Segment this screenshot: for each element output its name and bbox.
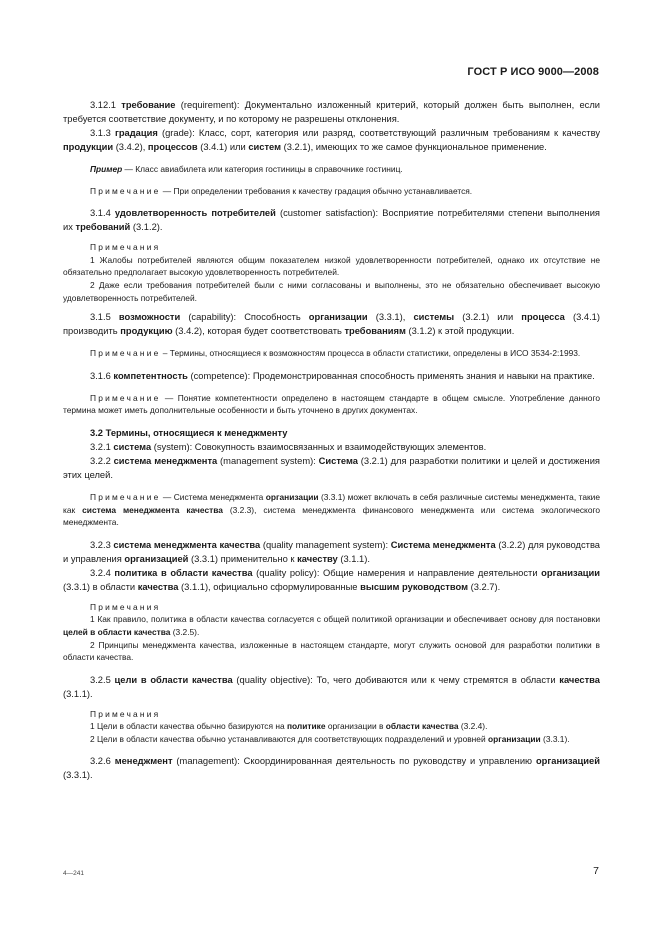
text-run: (3.3.1). (540, 733, 570, 744)
text-run: 2 Даже если требования потребителей были с ними согласованы и выполнены, это не обязательно обеспечивает высокую удовлетворенность потребителей. (63, 279, 600, 303)
term-bold: возможности (118, 312, 181, 323)
note-item (63, 639, 600, 664)
note-item (63, 720, 600, 733)
text-run: (system): Совокупность взаимосвязанных и взаимодействующих элементов. (151, 441, 487, 452)
term-bold: требованиям (344, 326, 406, 337)
note-label: Примечание (90, 392, 161, 403)
term-bold: качества (137, 581, 179, 592)
term-bold: процесса (521, 312, 565, 323)
term-bold: качества (559, 674, 600, 685)
term-bold: области качества (385, 721, 459, 732)
text-run: 3.2.3 (90, 539, 114, 550)
text-run: 3.2.6 (90, 756, 115, 767)
term-bold: система менеджмента качества (82, 504, 223, 515)
text-run: 3.1.5 (90, 312, 119, 323)
paragraph-3-1-3 (63, 126, 600, 154)
text-run: 2 Цели в области качества обычно устанавливаются для соответствующих подразделений и уровней (90, 733, 488, 744)
text-run: (3.4.2), (113, 142, 148, 152)
text-run: (customer satisfaction): Восприятие потребителями степени выполнения их (63, 208, 600, 233)
text-run: (management): Скоординированная деятельность по руководству и управлению (172, 756, 536, 767)
note-item (63, 279, 600, 304)
text-run: (3.2.5). (170, 626, 200, 637)
text-run: (3.2.7). (468, 581, 501, 592)
term-bold: требований (75, 222, 131, 233)
text-run: — Класс авиабилета или категория гостиницы в справочнике гостиниц. (122, 164, 403, 174)
text-run: 2 Принципы менеджмента качества, изложенные в настоящем стандарте, могут служить основой для разработки политики в области качества. (63, 639, 600, 663)
term-bold: политике (286, 721, 326, 732)
text-run: (3.2.3), система менеджмента финансового менеджмента или система экологического менеджмента. (63, 504, 601, 528)
note-label: Примечание (90, 491, 161, 502)
text-run: (3.4.2), которая будет соответствовать (172, 326, 345, 337)
term-bold: качеству (297, 553, 338, 564)
term-bold: высшим руководством (360, 581, 468, 592)
paragraph-3-12-1 (63, 98, 600, 126)
paragraph-3-1-4 (63, 206, 600, 234)
text-run: (3.2.1) для разработки политики и целей и достижения этих целей. (63, 455, 600, 480)
text-run: 1 Цели в области качества обычно базируются на (90, 721, 287, 732)
document-body (63, 98, 600, 782)
text-run: (3.1.2). (130, 222, 163, 233)
paragraph-3-1-6 (63, 369, 600, 383)
example-note (63, 163, 600, 176)
text-run: — Понятие компетентности определено в настоящем стандарте в общем смысле. Употребление данного термина может иметь дополнительные особенности и быть уточнено в других документах. (63, 392, 600, 416)
text-run: (3.4.1) или (197, 142, 249, 152)
text-run: (management system): (217, 455, 319, 466)
text-run: — Система менеджмента (160, 491, 266, 502)
text-run: (competence): Продемонстрированная способность применять знания и навыки на практике. (187, 370, 595, 381)
paragraph-3-2-6 (63, 754, 600, 782)
note-grade (63, 185, 600, 198)
term-bold: политика в области качества (114, 567, 253, 578)
text-run: (quality objective): То, чего добиваются или к чему стремятся в области (232, 674, 560, 685)
text-run: (3.3.1) в области (63, 581, 138, 592)
term-bold: систем (248, 142, 282, 152)
text-run: (3.1.1), официально сформулированные (178, 581, 361, 592)
text-run: (3.2.1) или (454, 312, 522, 323)
note-label: Примечание (90, 185, 161, 196)
paragraph-3-2-1 (63, 440, 600, 454)
text-run: 3.1.3 (90, 128, 115, 138)
note-item (63, 613, 600, 638)
paragraph-3-1-5 (63, 310, 600, 338)
text-run: Примечания (90, 708, 161, 719)
document-header: ГОСТ Р ИСО 9000—2008 (467, 66, 599, 78)
text-run: (3.1.1). (337, 553, 370, 564)
term-bold: система менеджмента (113, 455, 218, 466)
text-run: (3.2.2) для руководства и управления (63, 539, 601, 564)
term-bold: продукции (63, 142, 114, 152)
text-run: 1 Жалобы потребителей являются общим показателем низкой удовлетворенности потребителей, однако их отсутствие не обязательно предполагает высокую удовлетворенность потребителей. (63, 254, 600, 278)
term-bold: организации (265, 491, 319, 502)
text-run: — При определении требования к качеству градация обычно устанавливается. (160, 185, 473, 196)
section-heading-3-2 (63, 426, 600, 440)
text-run: (3.3.1) может включать в себя различные системы менеджмента, такие как (63, 491, 600, 515)
notes-heading (63, 708, 600, 721)
term-bold: организации (541, 567, 600, 578)
text-run: (3.4.1) производить (63, 312, 600, 337)
term-bold: цели в области качества (114, 674, 233, 685)
note-competence (63, 392, 600, 417)
note-capability (63, 347, 600, 360)
text-run: Примечания (90, 242, 161, 253)
term-bold: система менеджмента качества (113, 539, 261, 550)
text-run: (capability): Способность (180, 312, 309, 323)
term-bold: Система (318, 455, 358, 466)
text-run: (3.2.4). (458, 721, 488, 732)
text-run: Примечания (90, 601, 161, 612)
text-run: (grade): Класс, сорт, категория или разряд, соответствующий различным требованиям к качеству (157, 128, 600, 138)
term-bold: организацией (124, 553, 189, 564)
paragraph-3-2-2 (63, 454, 600, 482)
text-run: (3.2.1), имеющих то же самое функциональное применение. (281, 142, 547, 152)
term-bold: менеджмент (114, 756, 173, 767)
text-run: (quality policy): Общие намерения и направление деятельности (252, 567, 542, 578)
text-run: 3.2.2 (90, 455, 114, 466)
term-bold: процессов (147, 142, 198, 152)
note-item (63, 254, 600, 279)
term-bold: организацией (535, 756, 600, 767)
text-run: 3.2.1 (90, 441, 114, 452)
text-run: (3.1.1). (63, 688, 93, 699)
text-run: (3.1.2) к этой продукции. (405, 326, 515, 337)
text-run: 3.2.5 (90, 674, 115, 685)
notes-heading (63, 241, 600, 254)
term-bold: целей в области качества (63, 626, 171, 637)
text-run: 1 Как правило, политика в области качества согласуется с общей политикой организации и обеспечивает основу для постановки (90, 614, 600, 625)
text-run: 3.1.4 (90, 208, 115, 219)
text-run: (requirement): Документально изложенный критерий, который должен быть выполнен, если требуется соответствие документу, и по которому не разрешены отклонения. (63, 100, 600, 124)
text-run: организации в (325, 721, 386, 732)
paragraph-3-2-4 (63, 566, 600, 594)
term-bold: 3.2 Термины, относящиеся к менеджменту (90, 427, 288, 438)
paragraph-3-2-3 (63, 538, 600, 566)
term-bold: удовлетворенность потребителей (114, 208, 276, 219)
text-run: 3.2.4 (90, 567, 115, 578)
term-bold: продукцию (120, 326, 173, 337)
term-bold: компетентность (113, 370, 188, 381)
text-run: (quality management system): (260, 539, 391, 550)
term-bold: градация (114, 128, 158, 138)
text-run: (3.3.1), (367, 312, 414, 323)
note-label: Примечание (90, 348, 161, 359)
term-bold: требование (121, 100, 176, 110)
note-management-system (63, 491, 600, 529)
term-bold: организации (487, 733, 541, 744)
text-run: – Термины, относящиеся к возможностям процесса в области статистики, определены в ИСО 3534-2:1993. (160, 348, 581, 359)
text-run: (3.3.1). (63, 770, 93, 781)
term-bold: системы (413, 312, 455, 323)
notes-heading (63, 601, 600, 614)
footer-print-mark: 4—241 (63, 870, 84, 877)
text-run: (3.3.1) применительно к (188, 553, 298, 564)
term-bold: организации (308, 312, 368, 323)
term-bold: Система менеджмента (390, 539, 496, 550)
note-item (63, 733, 600, 746)
term-bold: система (113, 441, 152, 452)
term-bold: Пример (90, 164, 123, 174)
page-number: 7 (593, 865, 599, 877)
paragraph-3-2-5 (63, 673, 600, 701)
text-run: 3.12.1 (90, 100, 122, 110)
text-run: 3.1.6 (90, 370, 114, 381)
